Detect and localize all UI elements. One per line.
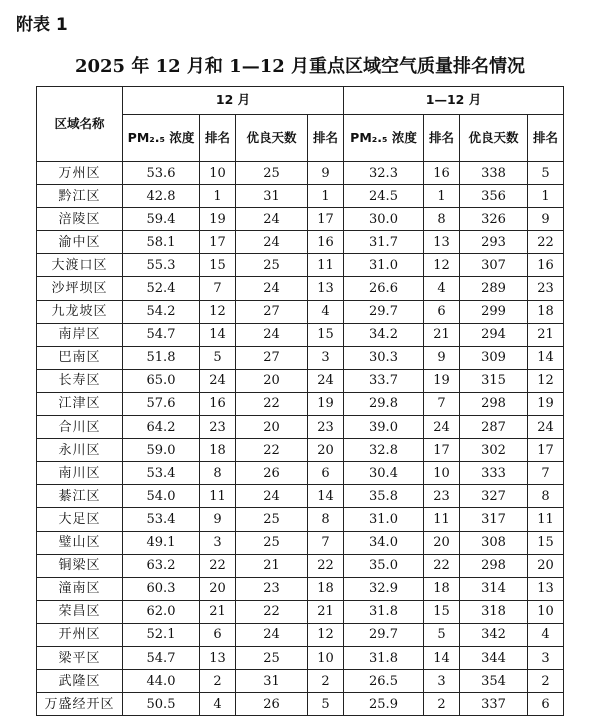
year-pm25-rank-cell: 10: [424, 462, 460, 485]
month-good-days-rank-cell: 24: [308, 369, 344, 392]
month-pm25-cell: 58.1: [123, 231, 200, 254]
month-good-days-cell: 20: [236, 416, 308, 439]
month-good-days-cell: 24: [236, 623, 308, 646]
year-good-days-rank-cell: 17: [528, 439, 564, 462]
year-pm25-rank-cell: 1: [424, 185, 460, 208]
month-pm25-cell: 51.8: [123, 346, 200, 369]
year-pm25-cell: 31.8: [344, 600, 424, 623]
month-pm25-cell: 53.4: [123, 462, 200, 485]
month-pm25-rank-cell: 12: [200, 300, 236, 323]
year-good-days-rank-cell: 8: [528, 485, 564, 508]
year-pm25-rank-cell: 12: [424, 254, 460, 277]
year-pm25-rank-cell: 16: [424, 162, 460, 185]
year-good-days-rank-cell: 18: [528, 300, 564, 323]
month-pm25-rank-cell: 18: [200, 439, 236, 462]
month-good-days-cell: 25: [236, 162, 308, 185]
month-good-days-cell: 22: [236, 600, 308, 623]
month-good-days-rank-cell: 6: [308, 462, 344, 485]
year-good-days-rank-cell: 4: [528, 623, 564, 646]
table-row: [37, 600, 564, 623]
table-row: [37, 323, 564, 346]
district-cell: 南川区: [37, 462, 123, 485]
month-good-days-cell: 27: [236, 300, 308, 323]
year-pm25-rank-cell: 2: [424, 693, 460, 716]
month-pm25-header: PM₂.₅ 浓度: [123, 115, 200, 162]
table-row: [37, 300, 564, 323]
year-good-days-rank-cell: 19: [528, 392, 564, 415]
month-good-days-rank-cell: 23: [308, 416, 344, 439]
year-good-days-cell: 309: [460, 346, 528, 369]
month-pm25-cell: 53.4: [123, 508, 200, 531]
table-row: [37, 693, 564, 716]
table-row: [37, 577, 564, 600]
district-cell: 渝中区: [37, 231, 123, 254]
year-pm25-cell: 34.2: [344, 323, 424, 346]
month-pm25-rank-cell: 23: [200, 416, 236, 439]
district-cell: 涪陵区: [37, 208, 123, 231]
year-pm25-cell: 35.0: [344, 554, 424, 577]
month-pm25-cell: 50.5: [123, 693, 200, 716]
district-cell: 铜梁区: [37, 554, 123, 577]
year-good-days-rank-cell: 2: [528, 670, 564, 693]
year-pm25-cell: 32.3: [344, 162, 424, 185]
year-pm25-cell: 34.0: [344, 531, 424, 554]
month-pm25-rank-cell: 16: [200, 392, 236, 415]
year-pm25-cell: 29.7: [344, 300, 424, 323]
year-pm25-rank-cell: 9: [424, 346, 460, 369]
year-pm25-cell: 24.5: [344, 185, 424, 208]
year-good-days-rank-cell: 10: [528, 600, 564, 623]
month-good-days-cell: 26: [236, 462, 308, 485]
table-row: [37, 554, 564, 577]
table-row: [37, 416, 564, 439]
year-good-days-cell: 287: [460, 416, 528, 439]
year-good-days-rank-cell: 14: [528, 346, 564, 369]
year-pm25-cell: 32.8: [344, 439, 424, 462]
month-good-days-rank-cell: 11: [308, 254, 344, 277]
table-row: [37, 462, 564, 485]
month-good-days-rank-cell: 16: [308, 231, 344, 254]
table-row: [37, 485, 564, 508]
table-row: [37, 369, 564, 392]
year-good-days-cell: 327: [460, 485, 528, 508]
table-row: [37, 231, 564, 254]
full-year-group-header: 1—12 月: [344, 87, 564, 115]
table-body: [37, 162, 564, 716]
month-good-days-cell: 20: [236, 369, 308, 392]
year-good-days-rank-cell: 24: [528, 416, 564, 439]
year-good-days-cell: 342: [460, 623, 528, 646]
month-pm25-cell: 65.0: [123, 369, 200, 392]
month-good-days-rank-cell: 18: [308, 577, 344, 600]
year-pm25-rank-cell: 3: [424, 670, 460, 693]
page-title: 2025 年 12 月和 1—12 月重点区域空气质量排名情况: [74, 56, 526, 77]
month-pm25-cell: 54.7: [123, 323, 200, 346]
month-pm25-rank-header: 排名: [200, 115, 236, 162]
year-good-days-cell: 298: [460, 392, 528, 415]
month-pm25-cell: 59.4: [123, 208, 200, 231]
month-pm25-rank-cell: 24: [200, 369, 236, 392]
year-pm25-cell: 32.9: [344, 577, 424, 600]
month-pm25-cell: 60.3: [123, 577, 200, 600]
year-pm25-rank-cell: 24: [424, 416, 460, 439]
table-row: [37, 531, 564, 554]
month-pm25-rank-cell: 15: [200, 254, 236, 277]
year-pm25-cell: 30.4: [344, 462, 424, 485]
table-row: [37, 670, 564, 693]
month-pm25-rank-cell: 5: [200, 346, 236, 369]
month-good-days-rank-cell: 12: [308, 623, 344, 646]
month-pm25-cell: 52.4: [123, 277, 200, 300]
year-pm25-cell: 31.0: [344, 508, 424, 531]
year-good-days-cell: 338: [460, 162, 528, 185]
year-good-days-rank-cell: 15: [528, 531, 564, 554]
year-good-days-cell: 337: [460, 693, 528, 716]
month-good-days-rank-cell: 22: [308, 554, 344, 577]
year-good-days-rank-cell: 23: [528, 277, 564, 300]
district-cell: 武隆区: [37, 670, 123, 693]
year-pm25-cell: 30.3: [344, 346, 424, 369]
year-good-days-header: 优良天数: [460, 115, 528, 162]
month-pm25-cell: 42.8: [123, 185, 200, 208]
year-pm25-rank-cell: 4: [424, 277, 460, 300]
year-good-days-cell: 314: [460, 577, 528, 600]
year-good-days-rank-cell: 1: [528, 185, 564, 208]
table-row: [37, 392, 564, 415]
year-good-days-cell: 298: [460, 554, 528, 577]
month-good-days-header: 优良天数: [236, 115, 308, 162]
month-good-days-rank-cell: 5: [308, 693, 344, 716]
year-good-days-rank-cell: 7: [528, 462, 564, 485]
year-good-days-rank-cell: 13: [528, 577, 564, 600]
year-good-days-rank-cell: 20: [528, 554, 564, 577]
year-good-days-cell: 302: [460, 439, 528, 462]
year-pm25-rank-cell: 6: [424, 300, 460, 323]
month-pm25-rank-cell: 13: [200, 646, 236, 669]
month-good-days-rank-cell: 14: [308, 485, 344, 508]
district-cell: 大足区: [37, 508, 123, 531]
ranking-table: [36, 86, 564, 716]
month-good-days-rank-cell: 3: [308, 346, 344, 369]
district-cell: 梁平区: [37, 646, 123, 669]
year-good-days-rank-cell: 9: [528, 208, 564, 231]
month-pm25-cell: 49.1: [123, 531, 200, 554]
year-good-days-cell: 315: [460, 369, 528, 392]
month-pm25-cell: 54.0: [123, 485, 200, 508]
year-pm25-rank-cell: 15: [424, 600, 460, 623]
year-pm25-cell: 29.7: [344, 623, 424, 646]
month-pm25-cell: 54.7: [123, 646, 200, 669]
district-cell: 綦江区: [37, 485, 123, 508]
month-pm25-cell: 57.6: [123, 392, 200, 415]
table-row: [37, 346, 564, 369]
year-pm25-cell: 25.9: [344, 693, 424, 716]
month-good-days-cell: 22: [236, 392, 308, 415]
year-good-days-cell: 318: [460, 600, 528, 623]
year-pm25-rank-cell: 5: [424, 623, 460, 646]
year-pm25-cell: 31.8: [344, 646, 424, 669]
district-cell: 潼南区: [37, 577, 123, 600]
month-good-days-cell: 22: [236, 439, 308, 462]
month-good-days-rank-cell: 17: [308, 208, 344, 231]
month-good-days-rank-cell: 8: [308, 508, 344, 531]
month-good-days-rank-cell: 13: [308, 277, 344, 300]
month-pm25-rank-cell: 11: [200, 485, 236, 508]
year-pm25-cell: 29.8: [344, 392, 424, 415]
month-pm25-cell: 64.2: [123, 416, 200, 439]
month-pm25-rank-cell: 19: [200, 208, 236, 231]
month-good-days-cell: 31: [236, 185, 308, 208]
district-cell: 巴南区: [37, 346, 123, 369]
month-good-days-rank-cell: 7: [308, 531, 344, 554]
district-cell: 开州区: [37, 623, 123, 646]
month-pm25-cell: 63.2: [123, 554, 200, 577]
month-pm25-rank-cell: 10: [200, 162, 236, 185]
year-pm25-cell: 26.6: [344, 277, 424, 300]
year-pm25-cell: 30.0: [344, 208, 424, 231]
district-cell: 璧山区: [37, 531, 123, 554]
table-row: [37, 162, 564, 185]
year-good-days-cell: 299: [460, 300, 528, 323]
month-pm25-rank-cell: 6: [200, 623, 236, 646]
district-cell: 万盛经开区: [37, 693, 123, 716]
year-good-days-rank-cell: 5: [528, 162, 564, 185]
year-good-days-rank-cell: 6: [528, 693, 564, 716]
month-pm25-rank-cell: 17: [200, 231, 236, 254]
year-good-days-cell: 356: [460, 185, 528, 208]
year-good-days-rank-header: 排名: [528, 115, 564, 162]
year-pm25-cell: 39.0: [344, 416, 424, 439]
table-row: [37, 508, 564, 531]
year-pm25-rank-cell: 20: [424, 531, 460, 554]
year-pm25-rank-cell: 11: [424, 508, 460, 531]
table-row: [37, 439, 564, 462]
year-good-days-cell: 294: [460, 323, 528, 346]
year-good-days-rank-cell: 21: [528, 323, 564, 346]
month-good-days-cell: 24: [236, 323, 308, 346]
month-pm25-cell: 54.2: [123, 300, 200, 323]
appendix-label: 附表 1: [16, 15, 68, 35]
month-pm25-cell: 44.0: [123, 670, 200, 693]
year-good-days-rank-cell: 16: [528, 254, 564, 277]
year-pm25-rank-cell: 21: [424, 323, 460, 346]
year-pm25-rank-cell: 22: [424, 554, 460, 577]
month-pm25-rank-cell: 1: [200, 185, 236, 208]
year-good-days-cell: 326: [460, 208, 528, 231]
month-good-days-cell: 24: [236, 231, 308, 254]
year-good-days-cell: 354: [460, 670, 528, 693]
month-pm25-rank-cell: 21: [200, 600, 236, 623]
year-good-days-rank-cell: 3: [528, 646, 564, 669]
month-pm25-cell: 55.3: [123, 254, 200, 277]
year-good-days-cell: 333: [460, 462, 528, 485]
district-cell: 江津区: [37, 392, 123, 415]
table-row: [37, 254, 564, 277]
year-pm25-rank-cell: 14: [424, 646, 460, 669]
year-pm25-cell: 31.7: [344, 231, 424, 254]
year-good-days-cell: 289: [460, 277, 528, 300]
year-good-days-cell: 307: [460, 254, 528, 277]
year-pm25-header: PM₂.₅ 浓度: [344, 115, 424, 162]
month-good-days-cell: 27: [236, 346, 308, 369]
month-good-days-rank-cell: 1: [308, 185, 344, 208]
year-good-days-cell: 293: [460, 231, 528, 254]
month-good-days-rank-cell: 10: [308, 646, 344, 669]
month-good-days-rank-header: 排名: [308, 115, 344, 162]
month-pm25-rank-cell: 2: [200, 670, 236, 693]
year-pm25-cell: 33.7: [344, 369, 424, 392]
month-good-days-cell: 25: [236, 508, 308, 531]
year-good-days-rank-cell: 12: [528, 369, 564, 392]
month-good-days-cell: 24: [236, 208, 308, 231]
district-cell: 九龙坡区: [37, 300, 123, 323]
month-pm25-rank-cell: 4: [200, 693, 236, 716]
month-good-days-cell: 24: [236, 485, 308, 508]
district-cell: 合川区: [37, 416, 123, 439]
district-cell: 长寿区: [37, 369, 123, 392]
month-good-days-cell: 25: [236, 646, 308, 669]
month-good-days-cell: 23: [236, 577, 308, 600]
district-cell: 荣昌区: [37, 600, 123, 623]
month-pm25-rank-cell: 7: [200, 277, 236, 300]
year-pm25-rank-cell: 8: [424, 208, 460, 231]
table-row: [37, 277, 564, 300]
year-pm25-cell: 31.0: [344, 254, 424, 277]
year-good-days-cell: 317: [460, 508, 528, 531]
month-pm25-rank-cell: 9: [200, 508, 236, 531]
month-good-days-cell: 25: [236, 531, 308, 554]
month-pm25-rank-cell: 14: [200, 323, 236, 346]
table-row: [37, 185, 564, 208]
year-pm25-rank-cell: 19: [424, 369, 460, 392]
month-good-days-cell: 21: [236, 554, 308, 577]
month-good-days-cell: 31: [236, 670, 308, 693]
year-pm25-rank-cell: 13: [424, 231, 460, 254]
district-cell: 大渡口区: [37, 254, 123, 277]
district-cell: 沙坪坝区: [37, 277, 123, 300]
year-pm25-rank-cell: 18: [424, 577, 460, 600]
month-good-days-rank-cell: 20: [308, 439, 344, 462]
district-cell: 黔江区: [37, 185, 123, 208]
month-good-days-rank-cell: 4: [308, 300, 344, 323]
month-good-days-rank-cell: 9: [308, 162, 344, 185]
month-good-days-rank-cell: 15: [308, 323, 344, 346]
year-good-days-cell: 344: [460, 646, 528, 669]
month-pm25-cell: 52.1: [123, 623, 200, 646]
year-pm25-rank-cell: 17: [424, 439, 460, 462]
district-cell: 万州区: [37, 162, 123, 185]
month-good-days-rank-cell: 2: [308, 670, 344, 693]
month-good-days-rank-cell: 21: [308, 600, 344, 623]
month-pm25-cell: 62.0: [123, 600, 200, 623]
month-pm25-cell: 59.0: [123, 439, 200, 462]
district-cell: 永川区: [37, 439, 123, 462]
district-cell: 南岸区: [37, 323, 123, 346]
year-good-days-rank-cell: 11: [528, 508, 564, 531]
december-group-header: 12 月: [123, 87, 344, 115]
year-pm25-rank-header: 排名: [424, 115, 460, 162]
year-pm25-rank-cell: 7: [424, 392, 460, 415]
year-pm25-cell: 35.8: [344, 485, 424, 508]
year-good-days-rank-cell: 22: [528, 231, 564, 254]
year-pm25-cell: 26.5: [344, 670, 424, 693]
table-row: [37, 208, 564, 231]
year-pm25-rank-cell: 23: [424, 485, 460, 508]
month-pm25-rank-cell: 20: [200, 577, 236, 600]
month-pm25-rank-cell: 22: [200, 554, 236, 577]
month-pm25-rank-cell: 3: [200, 531, 236, 554]
month-pm25-cell: 53.6: [123, 162, 200, 185]
month-good-days-cell: 25: [236, 254, 308, 277]
month-good-days-cell: 26: [236, 693, 308, 716]
month-good-days-rank-cell: 19: [308, 392, 344, 415]
district-column-header: 区域名称: [37, 87, 123, 162]
table-row: [37, 646, 564, 669]
month-good-days-cell: 24: [236, 277, 308, 300]
year-good-days-cell: 308: [460, 531, 528, 554]
month-pm25-rank-cell: 8: [200, 462, 236, 485]
table-row: [37, 623, 564, 646]
